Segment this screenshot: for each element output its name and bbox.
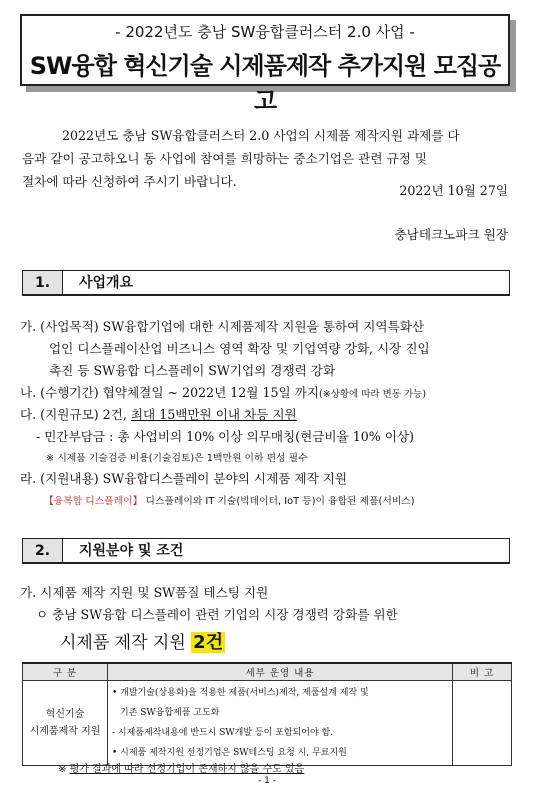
item-purpose-line-2: 업인 디스플레이산업 비즈니스 영역 확장 및 기업역량 강화, 시장 진입 xyxy=(49,341,430,356)
support-count-highlight: 2건 xyxy=(193,632,224,653)
title-subtitle: - 2022년도 충남 SW융합클러스터 2.0 사업 - xyxy=(115,23,415,41)
intro-line-3: 절차에 따라 신청하여 주시기 바랍니다. xyxy=(22,174,237,189)
footnote xyxy=(58,760,304,775)
detail-line-4: • 시제품 제작지원 선정기업은 SW테스팅 요청 시, 무료지원 xyxy=(112,748,347,758)
section-number: 2. xyxy=(23,539,63,562)
table-header-category: 구 분 xyxy=(23,663,108,681)
detail-line-1: • 개발기술(상용화)을 적용한 제품(서비스)제작, 제품설계 제작 및 xyxy=(112,688,369,698)
table-row-details xyxy=(108,681,453,766)
item-content-desc xyxy=(44,493,415,507)
notice-signer: 충남테크노파크 원장 xyxy=(394,227,508,242)
section2-item-a: 가. 시제품 제작 지원 및 SW품질 테스팅 지원 xyxy=(20,585,269,600)
intro-line-1: 2022년도 충남 SW융합클러스터 2.0 사업의 시제품 제작지원 과제를 다 xyxy=(62,128,460,143)
footnote-mark: ※ xyxy=(58,764,70,775)
table-header-remarks: 비 고 xyxy=(453,663,512,681)
item-purpose-line-1: 가. (사업목적) SW융합기업에 대한 시제품제작 지원을 통하여 지역특화산 xyxy=(20,319,425,334)
support-count-prefix: 시제품 제작 지원 xyxy=(60,633,192,653)
item-content: 라. (지원내용) SW융합디스플레이 분야의 시제품 제작 지원 xyxy=(20,471,348,486)
section-number: 1. xyxy=(23,271,63,294)
intro-paragraph xyxy=(62,124,512,147)
operations-table xyxy=(22,662,512,766)
section-title: 지원분야 및 조건 xyxy=(79,543,184,559)
table-header-row xyxy=(23,663,512,681)
table-row-label xyxy=(23,681,108,766)
item-scale-emphasis: 최대 15백만원 이내 차등 지원 xyxy=(130,407,297,422)
item-scale-prefix: 다. (지원규모) 2건, xyxy=(20,407,131,422)
row-label-line-2: 시제품제작 지원 xyxy=(29,726,101,737)
table-header-details: 세부 운영 내용 xyxy=(108,663,453,681)
item-period xyxy=(20,382,426,401)
detail-line-2: 기존 SW융합제품 고도화 xyxy=(120,708,220,718)
section-title: 사업개요 xyxy=(79,275,134,291)
title-box xyxy=(20,14,510,115)
item-scale xyxy=(20,404,297,423)
section-header-1 xyxy=(22,270,510,296)
fusion-display-tag: 【융복합 디스플레이】 xyxy=(44,496,143,507)
footnote-text: 평가 결과에 따라 선정기업이 존재하지 않을 수도 있음 xyxy=(69,764,305,775)
page-number: - 1 - xyxy=(258,776,276,786)
table-row xyxy=(23,681,512,766)
detail-line-3: - 시제품제작내용에 반드시 SW개발 등이 포함되어야 함. xyxy=(112,728,334,738)
item-scale-note: ※ 시제품 기술검증 비용(기술검토)은 1백만원 이하 편성 필수 xyxy=(46,453,308,464)
fusion-display-desc: 디스플레이와 IT 기술(빅데이터, IoT 등)이 융합된 제품(서비스) xyxy=(142,496,415,507)
support-count-line xyxy=(60,628,225,654)
item-period-text: 나. (수행기간) 협약체결일 ~ 2022년 12월 15일 까지 xyxy=(20,385,319,400)
intro-line-2: 음과 같이 공고하오니 동 사업에 참여를 희망하는 중소기업은 관련 규정 및 xyxy=(22,151,427,166)
section2-bullet: ㅇ 충남 SW융합 디스플레이 관련 기업의 시장 경쟁력 강화를 위한 xyxy=(36,607,398,622)
item-scale-sub: - 민간부담금 : 총 사업비의 10% 이상 의무매칭(현금비율 10% 이상) xyxy=(36,429,414,444)
notice-date: 2022년 10월 27일 xyxy=(399,183,508,198)
page-title: SW융합 혁신기술 시제품제작 추가지원 모집공고 xyxy=(29,52,501,115)
item-period-note: (※상황에 따라 변동 가능) xyxy=(319,389,427,400)
row-label-line-1: 혁신기술 xyxy=(45,709,85,720)
item-purpose-line-3: 촉진 등 SW융합 디스플레이 SW기업의 경쟁력 강화 xyxy=(49,363,336,378)
section-header-2 xyxy=(22,538,510,564)
table-row-remarks xyxy=(453,681,512,766)
